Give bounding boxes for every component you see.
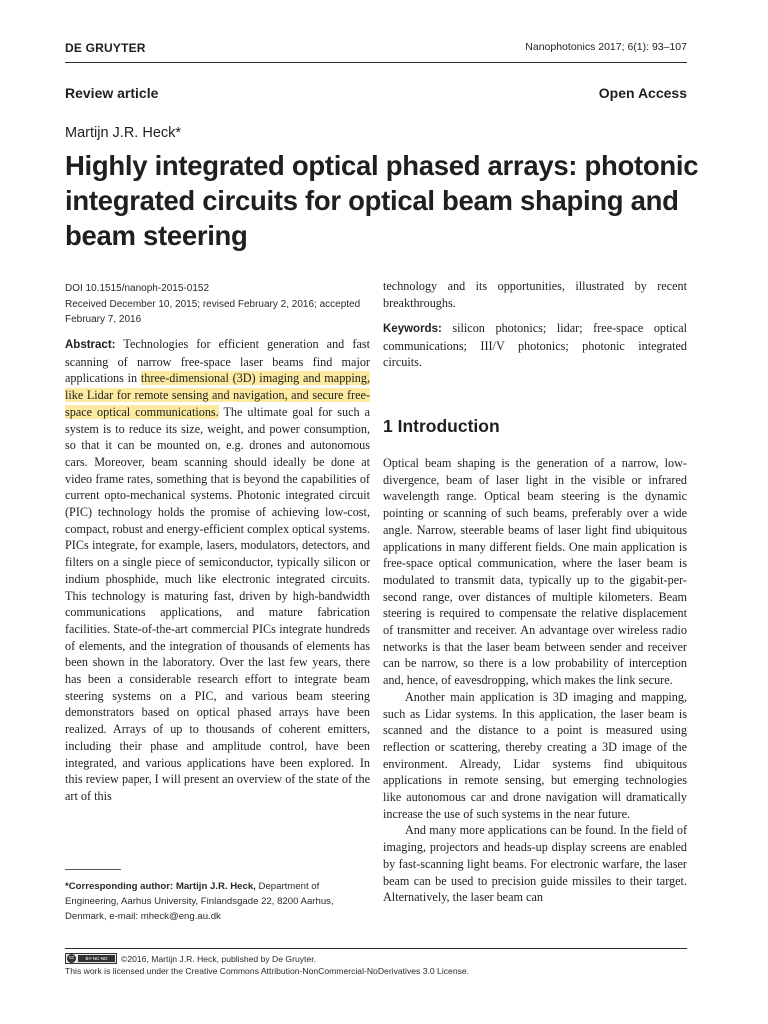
author-name: Martijn J.R. Heck*	[65, 125, 182, 141]
open-access-label: Open Access	[598, 85, 687, 101]
abstract-continuation-text: technology and its opportunities, illustrated by recent breakthroughs.	[383, 279, 687, 310]
license-line: This work is licensed under the Creative Commons Attribution-NonCommercial-NoDerivatives 3.0 License.	[65, 966, 470, 977]
corresponding-author-label: *Corresponding author: Martijn J.R. Heck,	[65, 881, 256, 892]
doi[interactable]: DOI 10.1515/nanoph-2015-0152	[65, 283, 210, 294]
abstract-text-after: The ultimate goal for such a system is to reduce its size, weight, and power consumption, so that it can be mounted on, e.g. drones and autonomous cars. Moreover, beam scanning should ideally be done at video frame rates, something that is beyond the capabilities of current opto-mechanical systems. Photonic integrated circuit (PIC) technology holds the promise of achieving low-cost, compact, robust and energy-efficient complex optical systems. PICs integrate, for example, lasers, modulators, detectors, and filters on a single piece of semiconductor, typically silicon or indium phosphide, much like electronic integrated circuits. This technology is maturing fast, driven by high-bandwidth communications applications, and mature fabrication facilities. State-of-the-art commercial PICs integrate hundreds of elements, and the integration of thousands of elements has been shown in the laboratory. Over the last few years, there has been a considerable research effort to integrate beam steering systems on a PIC, and various beam steering demonstrators based on optical phased arrays have been realized. Arrays of up to thousands of coherent emitters, including their phase and amplitude control, have been integrated, and various applications have been explored. In this review paper, I will present an overview of the state of the art of this	[65, 404, 371, 803]
copyright-line: ©2016, Martijn J.R. Heck, published by De Gruyter.	[121, 954, 316, 964]
cc-badge-label: BY-NC-ND	[78, 955, 115, 962]
abstract-text-before: Technologies for efficient generation and fast scanning of narrow free-space laser beams find major applications in	[65, 337, 370, 386]
cc-logo-icon: cc	[69, 955, 74, 962]
keywords-label: Keywords:	[383, 323, 442, 335]
footnote-rule	[65, 869, 121, 870]
header-rule	[65, 62, 687, 63]
abstract-continuation	[383, 278, 687, 311]
dates: Received December 10, 2015; revised February 2, 2016; accepted February 7, 2016	[65, 298, 361, 325]
footer-rule	[65, 948, 687, 949]
article-title: Highly integrated optical phased arrays: photonic integrated circuits for optical beam shaping and beam steering	[65, 150, 699, 251]
corresponding-author-text: Department of Engineering, Aarhus University, Finlandsgade 22, 8200 Aarhus, Denmark, e-mail: mheck@eng.au.dk	[65, 881, 334, 922]
cc-license-icon[interactable]	[65, 953, 117, 964]
keywords-text: silicon photonics; lidar; free-space optical communications; III/V photonics; photonic integrated circuits.	[383, 321, 687, 370]
keywords	[383, 320, 687, 371]
intro-paragraph-3: And many more applications can be found. In the field of imaging, projectors and heads-up display screens are enabled by fast-scanning light beams. For electronic warfare, the laser beam can be used to precision guide missiles to their target. Alternatively, the laser beam can	[383, 823, 687, 905]
article-type: Review article	[65, 85, 159, 101]
corresponding-author-note	[65, 880, 365, 924]
abstract	[65, 336, 370, 805]
intro-paragraph-2: Another main application is 3D imaging and mapping, such as Lidar systems. In this application, the laser beam is scanned and the distance to a point is measured using reflection or scattering, thereby creating a 3D image of the environment. Already, Lidar systems find ubiquitous applications in remote sensing, but emerging technologies like autonomous car and drone navigation will dramatically increase the use of such systems in the near future.	[383, 689, 687, 821]
introduction-body	[383, 455, 687, 906]
journal-citation: Nanophotonics 2017; 6(1): 93–107	[525, 41, 687, 53]
abstract-label: Abstract:	[65, 339, 116, 351]
license-footer	[65, 953, 469, 977]
section-heading-introduction: 1 Introduction	[383, 416, 500, 436]
abstract-highlight[interactable]: three-dimensional (3D) imaging and mapping, like Lidar for remote sensing and navigation, and secure free-space optical communications.	[65, 371, 370, 419]
article-metadata	[65, 281, 375, 328]
intro-paragraph-1: Optical beam shaping is the generation of a narrow, low-divergence, beam of laser light in the visible or infrared wavelength range. Optical beam steering is the dynamic pointing or scanning of such beams, preferably over a wide angle. Narrow, steerable beams of laser light find ubiquitous applications in many different fields. One main application is free-space optical communication, where the laser beam is modulated to transmit data, typically up to the gigabit-per-second range, over distances of multiple kilometers. Beam steering is required to compensate the relative displacement of transmitter and receiver. An advantage over wireless radio networks is that the laser beam between sender and receiver can be narrow, so there is a low probability of interception and, hence, of eavesdropping, which makes the link secure.	[383, 456, 687, 688]
publisher-name: DE GRUYTER	[65, 41, 146, 55]
